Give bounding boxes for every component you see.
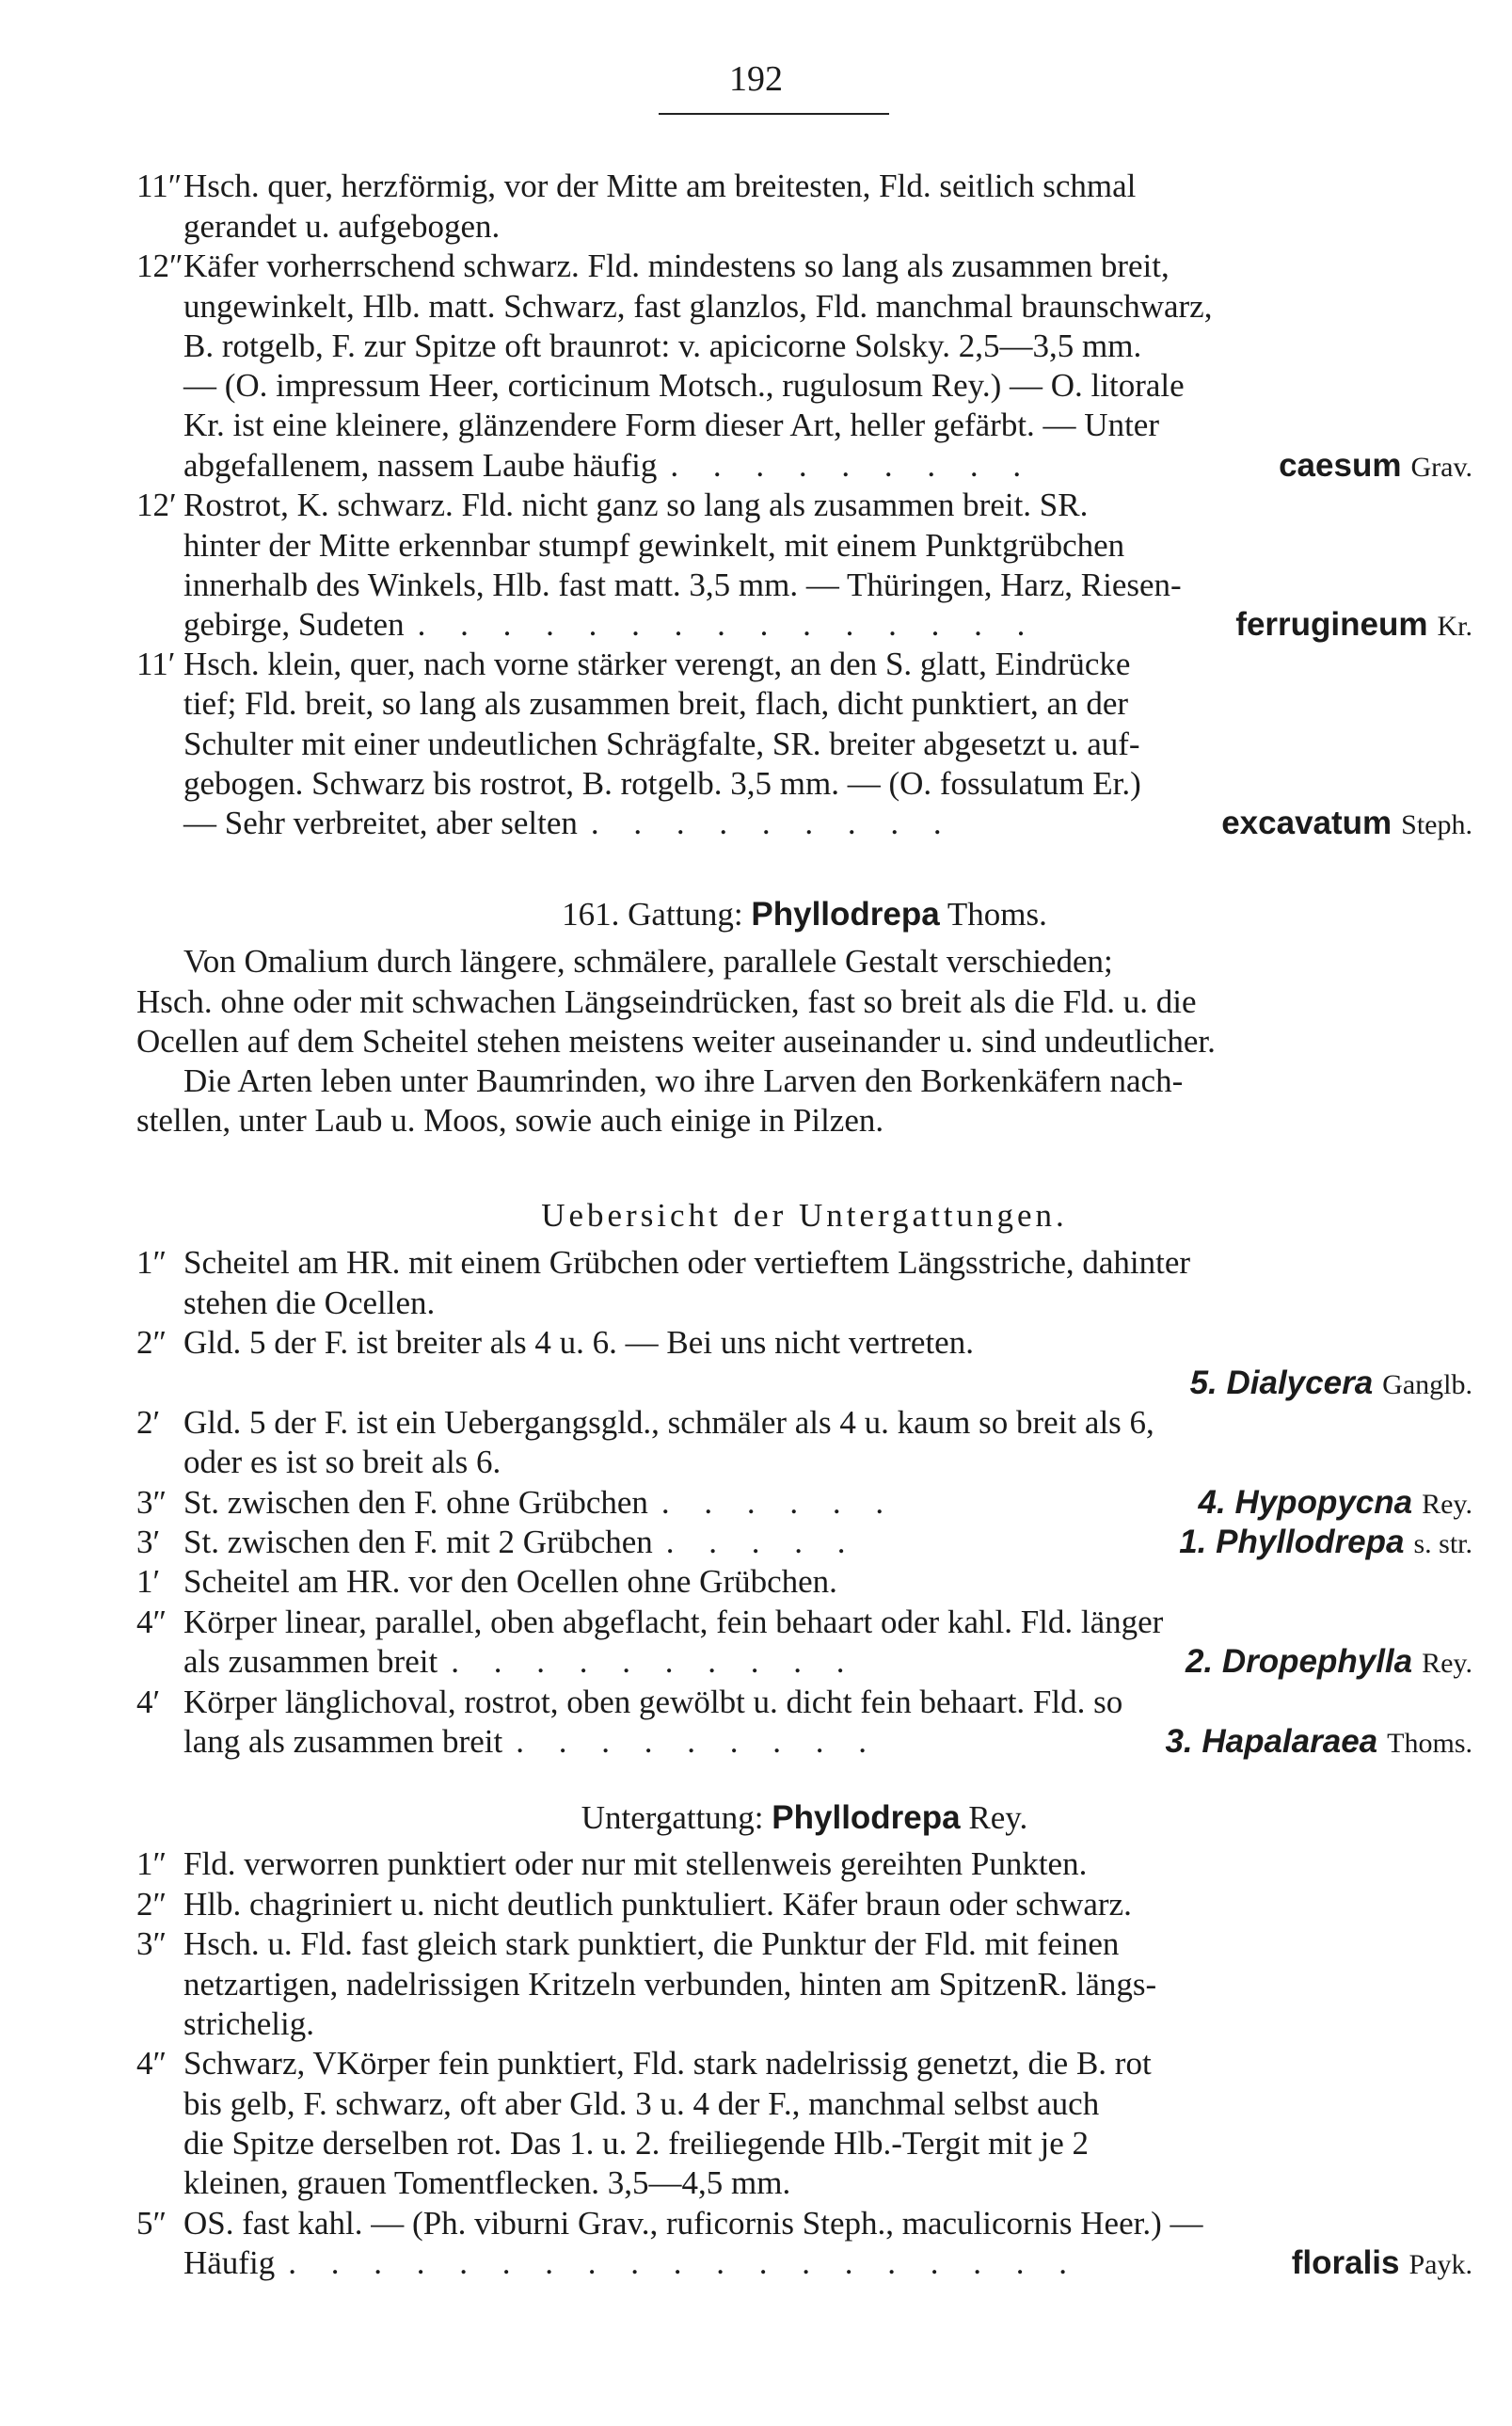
genus-author: Thoms. [947, 896, 1047, 933]
page-number: 192 [729, 59, 783, 99]
couplet-text: innerhalb des Winkels, Hlb. fast matt. 3,5 mm. — Thüringen, Harz, Riesen- [183, 567, 1182, 603]
couplet-text: Scheitel am HR. vor den Ocellen ohne Grübchen. [183, 1563, 837, 1600]
couplet-text: Scheitel am HR. mit einem Grübchen oder vertieftem Längsstriche, dahinter [183, 1244, 1191, 1281]
taxon-author: Ganglb. [1382, 1369, 1472, 1400]
taxon-name: excavatum [1221, 805, 1393, 841]
taxon-author: s. str. [1413, 1528, 1472, 1559]
couplet-label: 12″ [136, 247, 183, 284]
dot-leader: . . . . . . . . . [516, 1723, 880, 1760]
subgenus-heading-prefix: Untergattung: [581, 1799, 764, 1836]
couplet-text: bis gelb, F. schwarz, oft aber Gld. 3 u. 4 der F., manchmal selbst auch [183, 2085, 1100, 2122]
couplet-text: lang als zusammen breit [183, 1723, 503, 1760]
key-line [136, 1285, 1472, 1322]
key-line [136, 1244, 1472, 1282]
subgenus-heading [136, 1799, 1472, 1837]
couplet-text: Hsch. u. Fld. fast gleich stark punktiert, die Punktur der Fld. mit feinen [183, 1925, 1120, 1962]
couplet-text: Körper länglichoval, rostrot, oben gewölbt u. dicht fein behaart. Fld. so [183, 1684, 1123, 1720]
key-line [136, 1563, 1472, 1601]
key-line [136, 646, 1472, 683]
taxon-name: 5. Dialycera [1189, 1365, 1374, 1401]
key-line [136, 1324, 1472, 1362]
couplet-text: hinter der Mitte erkennbar stumpf gewinkelt, mit einem Punktgrübchen [183, 527, 1125, 564]
dot-leader: . . . . . [665, 1524, 859, 1560]
genus-description-line: Hsch. ohne oder mit schwachen Längseindrücken, fast so breit als die Fld. u. die [136, 983, 1197, 1020]
key-line [136, 168, 1472, 205]
key-line [136, 2085, 1472, 2123]
key-line [136, 208, 1472, 246]
couplet-text: Hsch. quer, herzförmig, vor der Mitte am breitesten, Fld. seitlich schmal [183, 168, 1137, 204]
key-line [136, 1444, 1472, 1481]
key-line [136, 1723, 1472, 1761]
couplet-text: B. rotgelb, F. zur Spitze oft braunrot: v. apicicorne Solsky. 2,5—3,5 mm. [183, 327, 1142, 364]
couplet-text: ungewinkelt, Hlb. matt. Schwarz, fast glanzlos, Fld. manchmal braunschwarz, [183, 288, 1213, 325]
key-line [136, 1404, 1472, 1442]
key-line [136, 606, 1472, 644]
couplet-text: — Sehr verbreitet, aber selten [183, 805, 578, 841]
genus-name: Phyllodrepa [751, 896, 940, 933]
taxon-author: Payk. [1409, 2249, 1472, 2280]
key-line [136, 447, 1472, 485]
couplet-label: 4′ [136, 1684, 161, 1720]
key-line [136, 367, 1472, 405]
couplet-text: Gld. 5 der F. ist ein Uebergangsgld., schmäler als 4 u. kaum so breit als 6, [183, 1404, 1154, 1441]
couplet-label: 1″ [136, 1845, 167, 1882]
taxon-name: 2. Dropephylla [1185, 1643, 1413, 1680]
taxon-author: Steph. [1401, 809, 1472, 840]
couplet-text: gerandet u. aufgebogen. [183, 208, 501, 245]
couplet-text: St. zwischen den F. ohne Grübchen [183, 1484, 648, 1521]
taxon-name: ferrugineum [1235, 606, 1428, 643]
key-line [136, 1886, 1472, 1923]
couplet-label: 2′ [136, 1404, 161, 1441]
genus-heading [136, 896, 1472, 934]
couplet-text: stehen die Ocellen. [183, 1285, 436, 1321]
taxon-name: floralis [1291, 2244, 1400, 2281]
key-line [136, 2205, 1472, 2242]
genus-description-line: Die Arten leben unter Baumrinden, wo ihre Larven den Borkenkäfern nach- [183, 1062, 1184, 1099]
key-line [136, 1845, 1472, 1883]
taxon-name: 4. Hypopycna [1198, 1484, 1413, 1521]
key-line [136, 487, 1472, 524]
couplet-text: Fld. verworren punktiert oder nur mit stellenweis gereihten Punkten. [183, 1845, 1088, 1882]
couplet-text: netzartigen, nadelrissigen Kritzeln verbunden, hinten am SpitzenR. längs- [183, 1966, 1157, 2003]
key-line [136, 527, 1472, 565]
couplet-label: 3″ [136, 1484, 167, 1521]
genus-heading-prefix: 161. Gattung: [562, 896, 743, 933]
dot-leader: . . . . . . . . . [670, 447, 1035, 484]
genus-description-line: Von Omalium durch längere, schmälere, parallele Gestalt verschieden; [183, 943, 1113, 980]
couplet-text: strichelig. [183, 2005, 314, 2042]
couplet-text: Kr. ist eine kleinere, glänzendere Form dieser Art, heller gefärbt. — Unter [183, 407, 1159, 443]
taxon-name: 3. Hapalaraea [1165, 1723, 1378, 1760]
couplet-label: 3′ [136, 1524, 161, 1560]
couplet-text: Rostrot, K. schwarz. Fld. nicht ganz so lang als zusammen breit. SR. [183, 487, 1089, 523]
taxon-author: Kr. [1437, 611, 1472, 642]
dot-leader: . . . . . . . . . [590, 805, 955, 841]
taxon-author: Thoms. [1387, 1728, 1472, 1759]
subgenus-name: Phyllodrepa [772, 1799, 961, 1836]
key-line [136, 805, 1472, 842]
couplet-label: 5″ [136, 2205, 167, 2242]
couplet-text: Hsch. klein, quer, nach vorne stärker verengt, an den S. glatt, Eindrücke [183, 646, 1131, 682]
key-line [136, 2164, 1472, 2202]
couplet-label: 2″ [136, 1324, 167, 1361]
taxon-author: Grav. [1410, 452, 1472, 483]
key-line [136, 726, 1472, 763]
couplet-text: als zusammen breit [183, 1643, 438, 1680]
couplet-text: Häufig [183, 2244, 276, 2281]
couplet-label: 1″ [136, 1244, 167, 1281]
genus-description-line: Ocellen auf dem Scheitel stehen meistens weiter auseinander u. sind undeutlicher. [136, 1023, 1216, 1060]
couplet-text: Käfer vorherrschend schwarz. Fld. mindestens so lang als zusammen breit, [183, 247, 1170, 284]
dot-leader: . . . . . . . . . . . . . . . . . . . [288, 2244, 1080, 2281]
key-line [136, 1484, 1472, 1522]
subgenera-heading: Uebersicht der Untergattungen. [541, 1197, 1068, 1234]
taxon-name: 1. Phyllodrepa [1179, 1524, 1405, 1560]
key-line [136, 567, 1472, 604]
key-line [136, 247, 1472, 285]
couplet-text: Schulter mit einer undeutlichen Schrägfalte, SR. breiter abgesetzt u. auf- [183, 726, 1140, 762]
couplet-text: gebogen. Schwarz bis rostrot, B. rotgelb. 3,5 mm. — (O. fossulatum Er.) [183, 765, 1141, 802]
couplet-text: — (O. impressum Heer, corticinum Motsch., rugulosum Rey.) — O. litorale [183, 367, 1185, 404]
taxon-author: Rey. [1422, 1489, 1472, 1520]
couplet-text: OS. fast kahl. — (Ph. viburni Grav., ruficornis Steph., maculicornis Heer.) — [183, 2205, 1203, 2242]
key-line [136, 2125, 1472, 2163]
couplet-label: 4″ [136, 2045, 167, 2082]
taxon-author: Rey. [1422, 1648, 1472, 1679]
couplet-text: Hlb. chagriniert u. nicht deutlich punktuliert. Käfer braun oder schwarz. [183, 1886, 1132, 1923]
couplet-label: 2″ [136, 1886, 167, 1923]
couplet-label: 12′ [136, 487, 177, 523]
couplet-label: 11′ [136, 646, 176, 682]
dot-leader: . . . . . . . . . . . . . . . [417, 606, 1039, 643]
key-line [136, 765, 1472, 803]
key-line [136, 407, 1472, 444]
couplet-text: oder es ist so breit als 6. [183, 1444, 501, 1480]
key-line [136, 1925, 1472, 1963]
couplet-text: kleinen, grauen Tomentflecken. 3,5—4,5 mm. [183, 2164, 791, 2201]
key-line [136, 2045, 1472, 2083]
couplet-text: Körper linear, parallel, oben abgeflacht, fein behaart oder kahl. Fld. länger [183, 1604, 1164, 1640]
couplet-text: tief; Fld. breit, so lang als zusammen breit, flach, dicht punktiert, an der [183, 685, 1129, 722]
subgenus-author: Rey. [968, 1799, 1028, 1836]
couplet-text: Schwarz, VKörper fein punktiert, Fld. stark nadelrissig genetzt, die B. rot [183, 2045, 1152, 2082]
couplet-text: abgefallenem, nassem Laube häufig [183, 447, 658, 484]
key-line [136, 2244, 1472, 2282]
couplet-label: 1′ [136, 1563, 161, 1600]
couplet-text: die Spitze derselben rot. Das 1. u. 2. freiliegende Hlb.-Tergit mit je 2 [183, 2125, 1090, 2162]
key-line [136, 1966, 1472, 2003]
couplet-text: gebirge, Sudeten [183, 606, 405, 643]
key-line [136, 685, 1472, 723]
key-line [136, 288, 1472, 326]
key-line [136, 2005, 1472, 2043]
key-line [136, 1604, 1472, 1641]
key-line [136, 1643, 1472, 1681]
key-line [136, 1365, 1472, 1402]
page-number-rule [659, 113, 889, 115]
dot-leader: . . . . . . [661, 1484, 898, 1521]
couplet-text: Gld. 5 der F. ist breiter als 4 u. 6. — Bei uns nicht vertreten. [183, 1324, 974, 1361]
dot-leader: . . . . . . . . . . [451, 1643, 858, 1680]
couplet-label: 11″ [136, 168, 183, 204]
taxon-name: caesum [1279, 447, 1402, 484]
genus-description-line: stellen, unter Laub u. Moos, sowie auch einige in Pilzen. [136, 1102, 884, 1139]
couplet-label: 3″ [136, 1925, 167, 1962]
couplet-label: 4″ [136, 1604, 167, 1640]
couplet-text: St. zwischen den F. mit 2 Grübchen [183, 1524, 653, 1560]
key-line [136, 1684, 1472, 1721]
key-line [136, 1524, 1472, 1561]
key-line [136, 327, 1472, 365]
